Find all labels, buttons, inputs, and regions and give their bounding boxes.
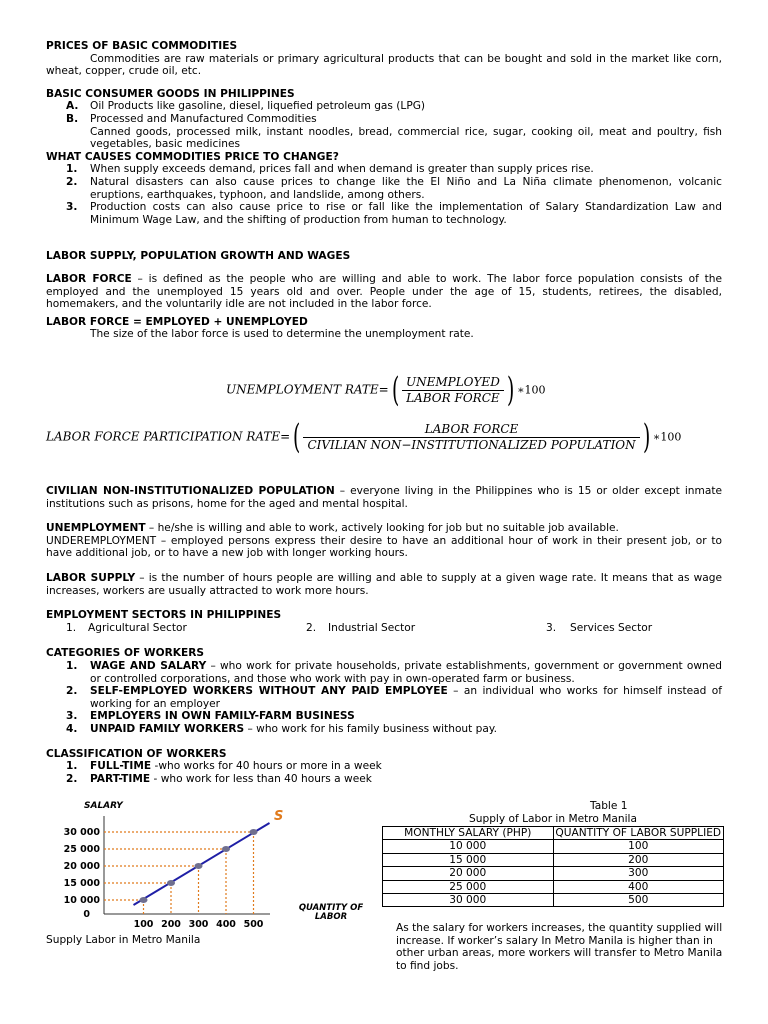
term: CIVILIAN NON-INSTITUTIONALIZED POPULATION: [46, 485, 335, 497]
y-axis-label: SALARY: [84, 801, 123, 811]
section-heading: LABOR SUPPLY, POPULATION GROWTH AND WAGES: [46, 250, 351, 263]
list-item: Agricultural Sector: [88, 621, 187, 634]
table-row: 10 000 100: [383, 840, 724, 853]
paragraph: The size of the labor force is used to determine the unemployment rate.: [90, 328, 474, 341]
table-title: Table 1: [590, 800, 628, 812]
unemployment-rate-formula: UNEMPLOYMENT RATE=( $\frac{\text{UNEMPLOYED}}{\text{LABOR FORCE}}$ ) ∗100: [226, 369, 546, 410]
list-item: 1. WAGE AND SALARY – who work for private households, private establishments, government or government owned or controlled corporations, and those who work with pay in own-operated farm or business.: [66, 659, 722, 685]
section-heading: CATEGORIES OF WORKERS: [46, 647, 204, 660]
list-item: 2. Natural disasters can also cause prices to change like the El Niño and La Niña climate phenomenon, volcanic eruptions, earthquakes, typhoon, and landslide, among others.: [66, 175, 722, 201]
list-item: Services Sector: [570, 621, 653, 634]
term: UNEMPLOYMENT: [46, 522, 146, 535]
x-tick-label: 500: [243, 919, 264, 930]
list-marker: 1.: [66, 621, 77, 634]
paragraph: CIVILIAN NON-INSTITUTIONALIZED POPULATION – everyone living in the Philippines who is 15 or older except inmate institutions such as prisons, home for the aged and mental hospital.: [46, 485, 722, 510]
y-tick-label: 25 000: [63, 844, 100, 855]
section-heading: WHAT CAUSES COMMODITIES PRICE TO CHANGE?: [46, 150, 339, 163]
list-item: 4. UNPAID FAMILY WORKERS – who work for his family business without pay.: [66, 722, 498, 735]
data-point: [250, 829, 258, 835]
y-tick-label: 10 000: [63, 895, 100, 906]
term: LABOR FORCE: [46, 272, 132, 285]
y-tick-label: 15 000: [63, 878, 100, 889]
list-marker: 3.: [546, 621, 557, 634]
y-tick-label: 0: [83, 909, 90, 920]
data-point: [140, 897, 148, 903]
table-header-row: [383, 827, 724, 840]
table-row: 25 000 400: [383, 880, 724, 893]
chart-caption: Supply Labor in Metro Manila: [46, 934, 201, 946]
list-item: 2. PART-TIME - who work for less than 40 hours a week: [66, 772, 372, 785]
document-page: [46, 40, 722, 341]
categories-list: [46, 660, 722, 736]
list-item: 3. Production costs can also cause price to rise or fall like the implementation of Salary Standardization Law and Minimum Wage Law, and the shifting of production from human to technology.: [66, 201, 722, 226]
table-caption: Supply of Labor in Metro Manila: [469, 813, 637, 825]
supply-labor-chart: [46, 796, 372, 930]
paragraph: LABOR SUPPLY – is the number of hours people are willing and able to supply at a given wage rate. It means that as wage increases, workers are usually attracted to work more hours.: [46, 571, 722, 597]
paragraph: LABOR FORCE – is defined as the people who are willing and able to work. The labor force population consists of the employed and the unemployed 15 years old and over. People under the age of 15, students, retirees, the disabled, homemakers, and the voluntarily idle are not included in the labor force.: [46, 272, 722, 311]
section-heading: BASIC CONSUMER GOODS IN PHILIPPINES: [46, 87, 295, 100]
column-header: MONTHLY SALARY (PHP): [383, 827, 554, 840]
list-item: 3. EMPLOYERS IN OWN FAMILY-FARM BUSINESS: [66, 710, 355, 723]
consumer-goods-list: [46, 100, 722, 150]
participation-rate-formula: LABOR FORCE PARTICIPATION RATE=( $\frac{\text{LABOR FORCE}}{\text{CIVILIAN NON−INSTITUTIONALIZED POPULATION}}$ ) ∗100: [46, 416, 682, 457]
list-item-detail: Canned goods, processed milk, instant noodles, bread, commercial rice, sugar, cooking oil, meat and poultry, fish vegetables, basic medicines: [90, 125, 722, 151]
term: LABOR SUPPLY: [46, 571, 136, 584]
y-tick-label: 20 000: [63, 861, 100, 872]
data-point: [195, 863, 203, 869]
list-item: Industrial Sector: [328, 621, 416, 634]
y-tick-label: 30 000: [63, 827, 100, 838]
paragraph: UNEMPLOYMENT – he/she is willing and able to work, actively looking for job but no suitable job available.: [46, 522, 619, 535]
table-row: 20 000 300: [383, 867, 724, 880]
sectors-list: [46, 622, 722, 635]
classification-list: [46, 760, 722, 785]
section-heading: PRICES OF BASIC COMMODITIES: [46, 40, 238, 52]
list-item: 2. SELF-EMPLOYED WORKERS WITHOUT ANY PAID EMPLOYEE – an individual who works for himself instead of working for an employer: [66, 685, 723, 710]
data-point: [222, 846, 230, 852]
column-header: QUANTITY OF LABOR SUPPLIED: [553, 827, 724, 840]
list-item: A. Oil Products like gasoline, diesel, liquefied petroleum gas (LPG): [66, 100, 426, 113]
paragraph: Commodities are raw materials or primary agricultural products that can be bought and sold in the market like corn, wheat, copper, crude oil, etc.: [46, 52, 722, 78]
section-heading: EMPLOYMENT SECTORS IN PHILIPPINES: [46, 609, 282, 622]
list-item: 1. FULL-TIME -who works for 40 hours or more in a week: [66, 760, 382, 773]
table-row: 15 000 200: [383, 853, 724, 866]
x-tick-label: 100: [133, 919, 154, 930]
x-axis-label: QUANTITY OF LABOR: [298, 903, 364, 922]
definitions-block: [46, 485, 722, 785]
x-tick-label: 200: [161, 919, 181, 930]
equation-heading: LABOR FORCE = EMPLOYED + UNEMPLOYED: [46, 315, 308, 328]
list-item: 1. When supply exceeds demand, prices fall and when demand is greater than supply prices rise.: [66, 163, 594, 176]
list-item: B. Processed and Manufactured Commodities: [66, 112, 317, 125]
series-label: S: [274, 809, 284, 824]
table-row: 30 000 500: [383, 894, 724, 907]
x-tick-label: 300: [188, 919, 209, 930]
supply-line: [134, 823, 270, 905]
list-marker: 2.: [306, 621, 317, 634]
labor-supply-table: [382, 826, 724, 907]
paragraph: UNDEREMPLOYMENT – employed persons express their desire to have an additional hour of work in their present job, or to have additional job, or to have a new job with longer working hours.: [46, 534, 722, 560]
x-tick-label: 400: [216, 919, 236, 930]
price-change-list: [46, 163, 722, 226]
section-heading: CLASSIFICATION OF WORKERS: [46, 747, 227, 760]
table-note: As the salary for workers increases, the quantity supplied will increase. If worker’s salary In Metro Manila is higher than in other urban areas, more workers will transfer to Metro Manila to find jobs.: [396, 922, 723, 972]
data-point: [167, 880, 175, 886]
